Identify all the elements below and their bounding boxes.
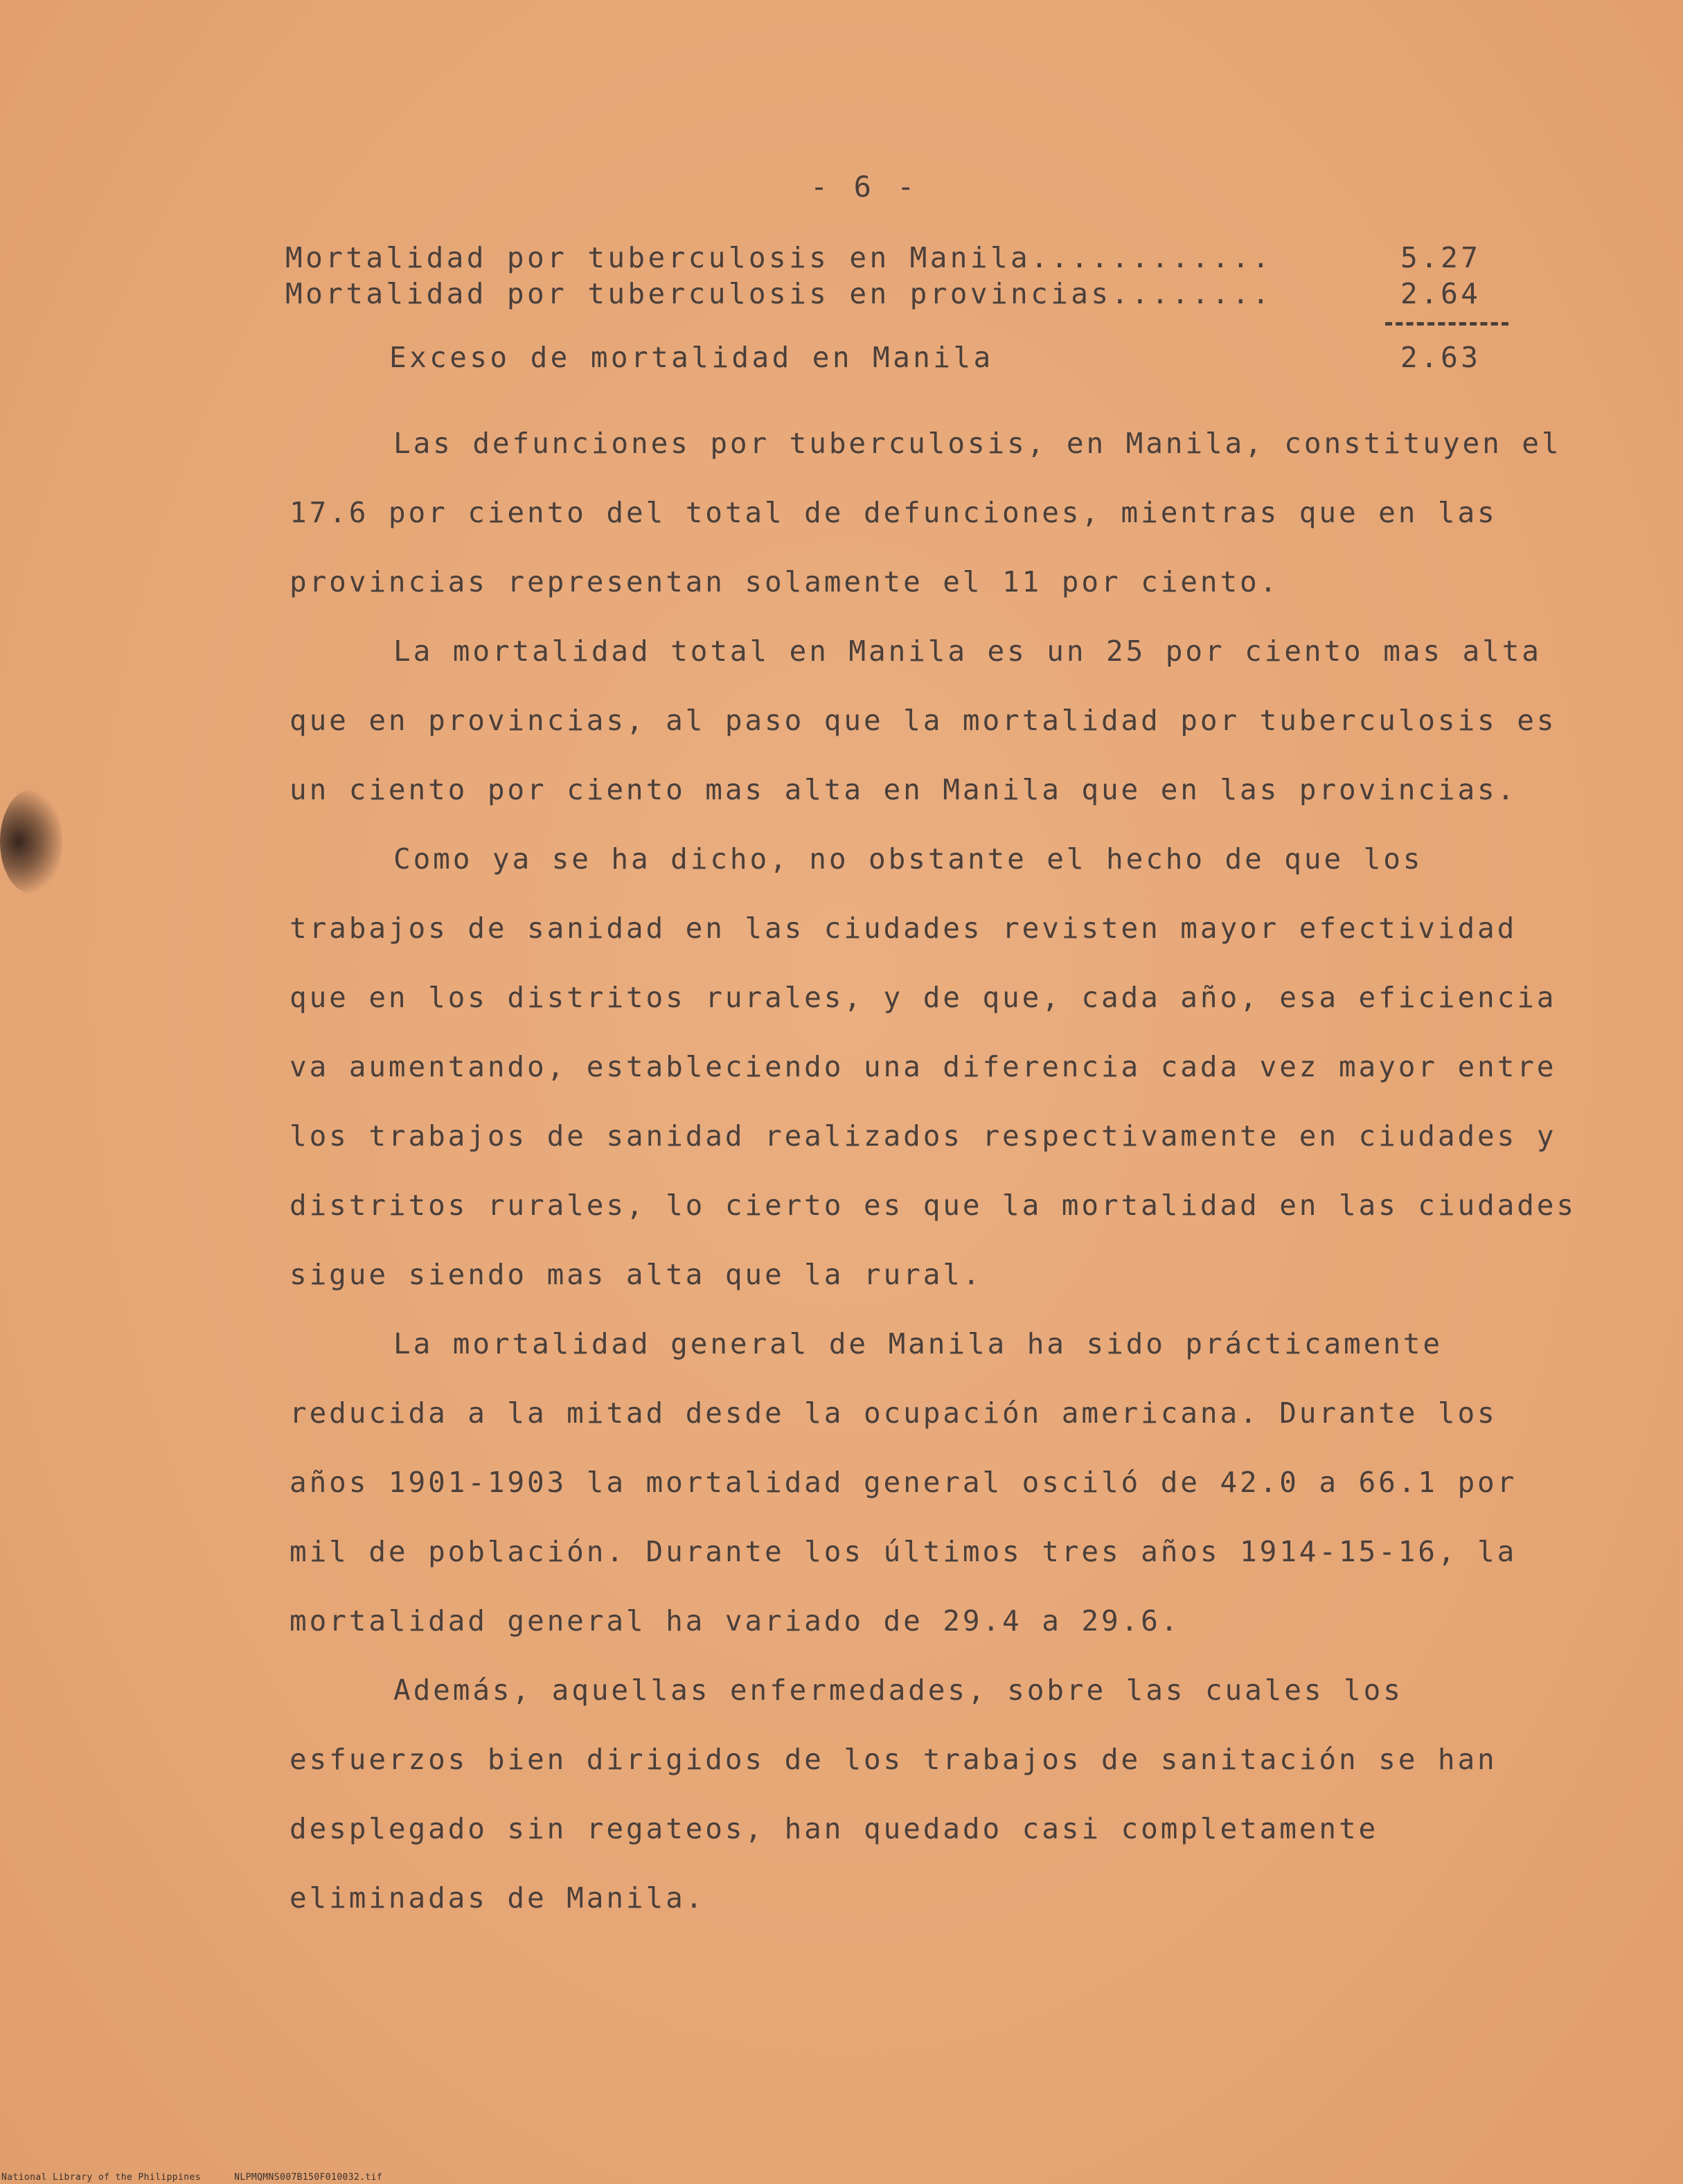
table-row	[285, 241, 1518, 277]
sum-rule	[1385, 322, 1508, 326]
excess-label: Exceso de mortalidad en Manila	[389, 341, 994, 374]
paragraph: Las defunciones por tuberculosis, en Manila, constituyen el 17.6 por ciento del total de defunciones, mientras que en las provincias representan solamente el 11 por ciento.	[290, 427, 1562, 598]
body-text	[290, 409, 1592, 1933]
paragraph: Como ya se ha dicho, no obstante el hecho de que los trabajos de sanidad en las ciudades revisten mayor efectividad que en los distritos rurales, y de que, cada año, esa eficiencia va aumentando, estableciendo una diferencia cada vez mayor entre los trabajos de sanidad realizados respectivamente en ciudades y distritos rurales, lo cierto es que la mortalidad en las ciudades sigue siendo mas alta que la rural.	[290, 842, 1576, 1291]
page-number: - 6 -	[810, 170, 919, 204]
paragraph: La mortalidad general de Manila ha sido prácticamente reducida a la mitad desde la ocupación americana. Durante los años 1901-1903 la mortalidad general osciló de 42.0 a 66.1 por mil de población. Durante los últimos tres años 1914-15-16, la mortalidad general ha variado de 29.4 a 29.6.	[290, 1327, 1517, 1637]
row-label: Mortalidad por tuberculosis en provincias........	[285, 277, 1273, 310]
ink-stain	[0, 790, 62, 894]
paragraph: La mortalidad total en Manila es un 25 por ciento mas alta que en provincias, al paso que la mortalidad por tuberculosis es un ciento por ciento mas alta en Manila que en las provincias.	[290, 634, 1557, 806]
mortality-table	[285, 241, 1518, 377]
table-row	[285, 277, 1518, 313]
excess-row	[285, 341, 1518, 377]
scan-footer	[1, 2172, 410, 2183]
excess-value: 2.63	[1400, 341, 1481, 374]
row-value: 5.27	[1400, 241, 1481, 274]
paragraph: Además, aquellas enfermedades, sobre las cuales los esfuerzos bien dirigidos de los trabajos de sanitación se han desplegado sin regateos, han quedado casi completamente eliminadas de Manila.	[290, 1673, 1497, 1915]
footer-file: NLPMQMNS007B150F010032.tif	[234, 2172, 383, 2183]
footer-source: National Library of the Philippines	[1, 2172, 201, 2183]
row-value: 2.64	[1400, 277, 1481, 310]
row-label: Mortalidad por tuberculosis en Manila............	[285, 241, 1273, 274]
